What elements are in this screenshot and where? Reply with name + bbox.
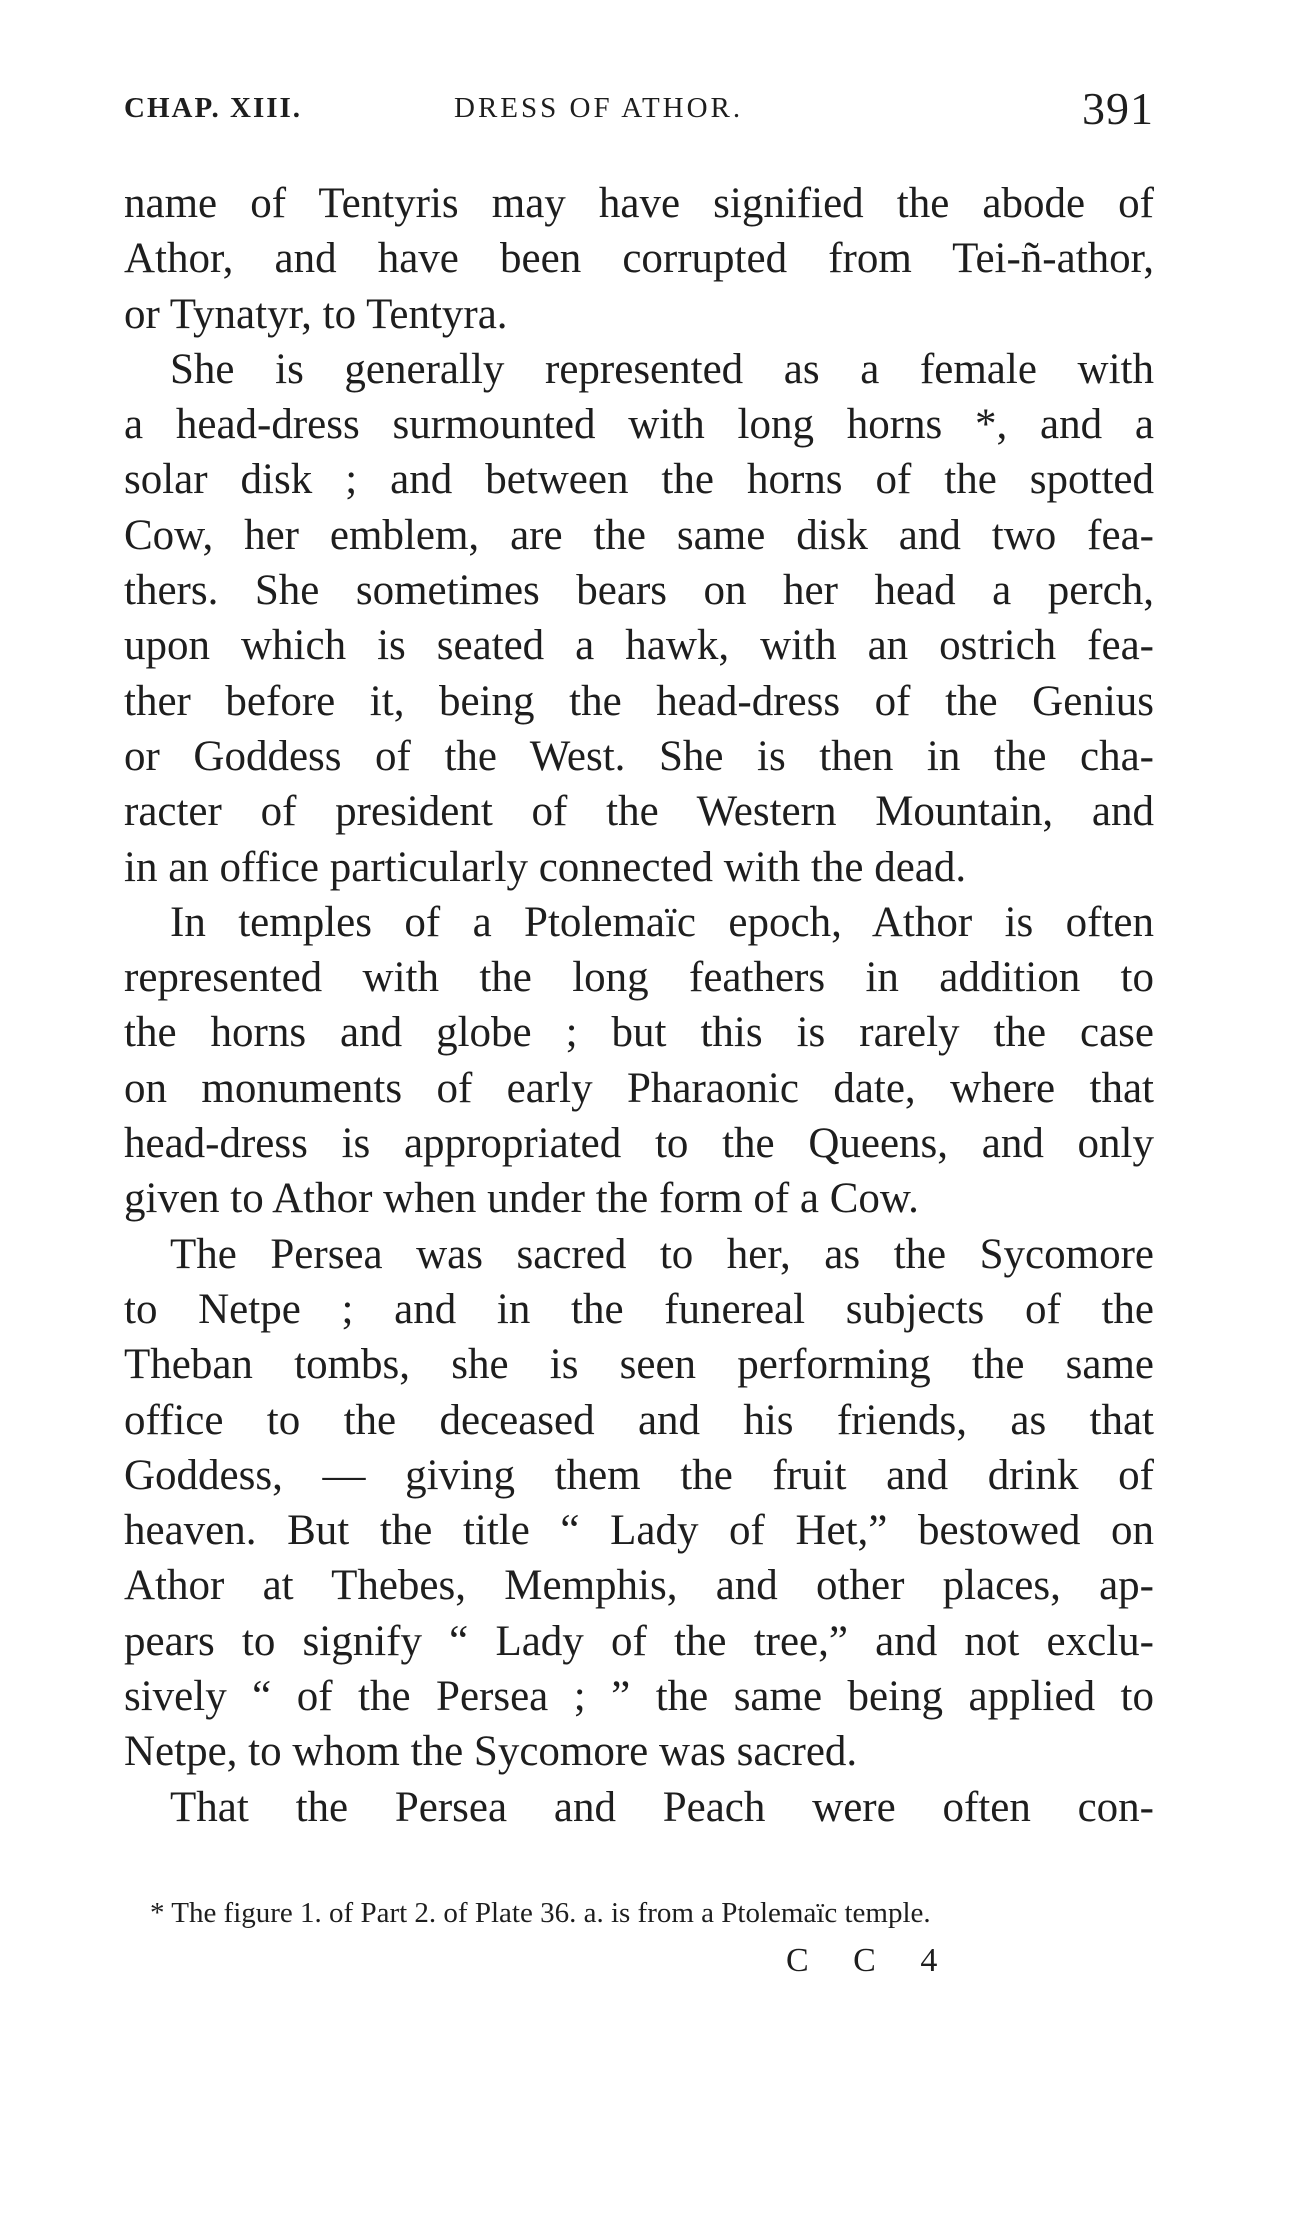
text-line: in an office particularly connected with the dead. [124, 843, 967, 891]
text-line: name of Tentyris may have signified the abode of [124, 180, 1154, 227]
text-line: solar disk ; and between the horns of the spotted [124, 456, 1154, 504]
text-line: Theban tombs, she is seen performing the same [124, 1341, 1154, 1389]
text-line: She is generally represented as a female with [170, 345, 1154, 393]
text-line: office to the deceased and his friends, as that [124, 1396, 1154, 1444]
text-line: or Goddess of the West. She is then in the cha- [124, 732, 1154, 780]
text-line: Cow, her emblem, are the same disk and two fea- [124, 511, 1154, 559]
page-number: 391 [1082, 83, 1154, 134]
text-line: pears to signify “ Lady of the tree,” and not exclu- [124, 1617, 1154, 1665]
text-line: racter of president of the Western Mountain, and [124, 788, 1154, 836]
text-line: Athor, and have been corrupted from Tei-ñ-athor, [124, 235, 1154, 283]
running-header [124, 83, 1154, 140]
text-line: upon which is seated a hawk, with an ostrich fea- [124, 622, 1154, 670]
body-text [124, 176, 1154, 1835]
text-line: the horns and globe ; but this is rarely the case [124, 1009, 1154, 1057]
text-line: sively “ of the Persea ; ” the same being applied to [124, 1673, 1154, 1721]
text-line: head-dress is appropriated to the Queens, and only [124, 1120, 1154, 1168]
text-line: thers. She sometimes bears on her head a perch, [124, 567, 1154, 615]
text-line: represented with the long feathers in addition to [124, 954, 1154, 1002]
text-line: The Persea was sacred to her, as the Sycomore [170, 1230, 1154, 1278]
text-line: heaven. But the title “ Lady of Het,” bestowed on [124, 1507, 1154, 1555]
footnote: * The figure 1. of Part 2. of Plate 36. a. is from a Ptolemaïc temple. [150, 1897, 931, 1929]
chapter-label: CHAP. XIII. [124, 92, 303, 124]
text-line: Athor at Thebes, Memphis, and other places, ap- [124, 1562, 1154, 1610]
signature-mark: C C 4 [786, 1942, 956, 1979]
text-line: ther before it, being the head-dress of the Genius [124, 677, 1154, 725]
text-line: or Tynatyr, to Tentyra. [124, 290, 508, 338]
text-line: to Netpe ; and in the funereal subjects of the [124, 1285, 1154, 1333]
text-line: In temples of a Ptolemaïc epoch, Athor is often [170, 898, 1154, 946]
text-line: Netpe, to whom the Sycomore was sacred. [124, 1728, 858, 1776]
running-title: DRESS OF ATHOR. [454, 92, 744, 124]
text-line: Goddess, — giving them the fruit and drink of [124, 1451, 1154, 1499]
text-line: That the Persea and Peach were often con- [170, 1783, 1154, 1831]
text-line: given to Athor when under the form of a Cow. [124, 1175, 919, 1223]
text-line: on monuments of early Pharaonic date, where that [124, 1064, 1154, 1112]
text-line: a head-dress surmounted with long horns *, and a [124, 401, 1154, 449]
